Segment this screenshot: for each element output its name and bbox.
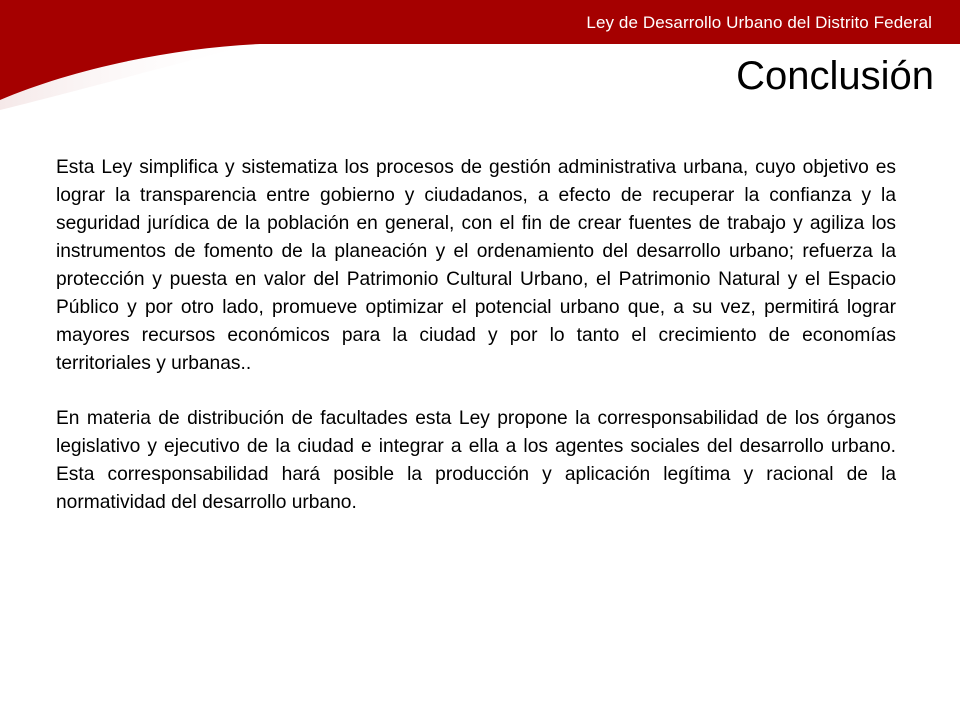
slide-title: Conclusión <box>736 54 934 98</box>
header-subtitle: Ley de Desarrollo Urbano del Distrito Federal <box>586 13 932 32</box>
body-text <box>56 154 896 517</box>
paragraph-2: En materia de distribución de facultades esta Ley propone la corresponsabilidad de los órganos legislativo y ejecutivo de la ciudad e integrar a ella a los agentes sociales del desarrollo urbano. Esta corresponsabilidad hará posible la producción y aplicación legítima y racional de la normatividad del desarrollo urbano. <box>56 408 896 513</box>
paragraph-1: Esta Ley simplifica y sistematiza los procesos de gestión administrativa urbana, cuyo objetivo es lograr la transparencia entre gobierno y ciudadanos, a efecto de recuperar la confianza y la seguridad jurídica de la población en general, con el fin de crear fuentes de trabajo y agiliza los instrumentos de fomento de la planeación y el ordenamiento del desarrollo urbano; refuerza la protección y puesta en valor del Patrimonio Cultural Urbano, el Patrimonio Natural y el Espacio Público y por otro lado, promueve optimizar el potencial urbano que, a su vez, permitirá lograr mayores recursos económicos para la ciudad y por lo tanto el crecimiento de economías territoriales y urbanas.. <box>56 157 896 374</box>
